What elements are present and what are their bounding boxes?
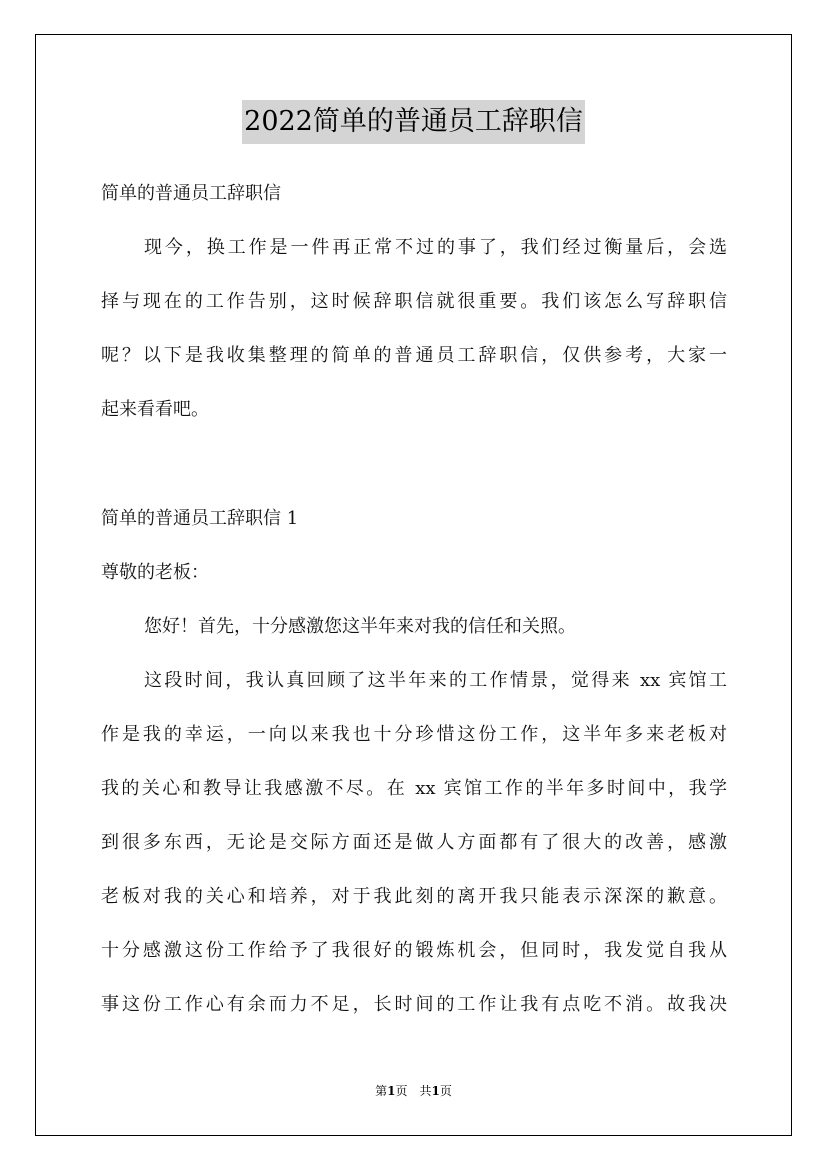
body-paragraph (101, 654, 727, 1032)
paragraph-line: 这段时间，我认真回顾了这半年来的工作情景，觉得来 xx 宾馆工 (144, 670, 727, 691)
document-subtitle: 简单的普通员工辞职信 (101, 183, 281, 204)
footer-page-number: 1 (387, 1084, 396, 1098)
page-footer (0, 1082, 827, 1099)
section-heading: 简单的普通员工辞职信 1 (101, 508, 299, 529)
paragraph-line: 我的关心和教导让我感激不尽。在 xx 宾馆工作的半年多时间中，我学 (101, 778, 727, 799)
title-container (0, 100, 827, 144)
paragraph-line: 老板对我的关心和培养，对于我此刻的离开我只能表示深深的歉意。 (101, 886, 727, 907)
paragraph-line: 现今，换工作是一件再正常不过的事了，我们经过衡量后，会选 (144, 237, 727, 258)
paragraph-line: 事这份工作心有余而力不足，长时间的工作让我有点吃不消。故我决 (101, 994, 727, 1015)
paragraph-line: 十分感激这份工作给予了我很好的锻炼机会，但同时，我发觉自我从 (101, 940, 727, 961)
paragraph-line: 择与现在的工作告别，这时候辞职信就很重要。我们该怎么写辞职信 (101, 291, 727, 312)
paragraph-line: 起来看看吧。 (101, 399, 209, 420)
salutation: 尊敬的老板： (101, 562, 209, 583)
intro-paragraph (101, 221, 727, 437)
footer-suffix: 页 (439, 1084, 452, 1098)
greeting-line: 您好！首先，十分感激您这半年来对我的信任和关照。 (144, 616, 576, 637)
paragraph-line: 作是我的幸运，一向以来我也十分珍惜这份工作，这半年多来老板对 (101, 724, 727, 745)
paragraph-line: 呢？以下是我收集整理的简单的普通员工辞职信，仅供参考，大家一 (101, 345, 727, 366)
document-title: 2022简单的普通员工辞职信 (242, 100, 585, 144)
footer-page-total: 1 (431, 1084, 440, 1098)
footer-prefix: 第 (375, 1084, 388, 1098)
paragraph-line: 到很多东西，无论是交际方面还是做人方面都有了很大的改善，感激 (101, 832, 727, 853)
footer-mid: 页 共 (395, 1084, 432, 1098)
